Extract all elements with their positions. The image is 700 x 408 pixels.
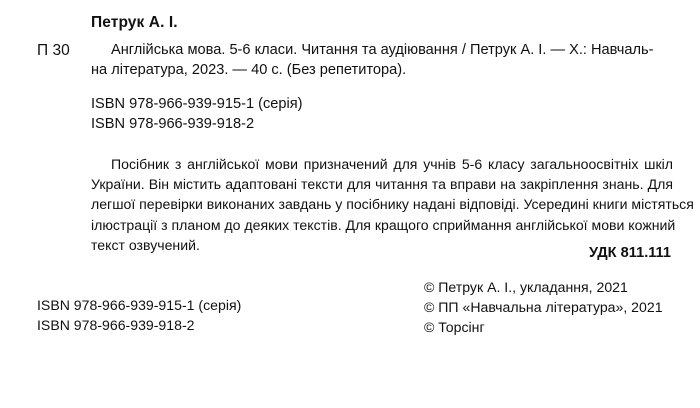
abstract-paragraph (91, 154, 694, 255)
copyright-line: © Торсінг (424, 319, 485, 335)
abstract-line: ілюстрації з планом до деяких текстів. Для кращого сприймання англійської мови кожний (91, 216, 676, 233)
bibliographic-record (91, 40, 671, 80)
isbn-line: ISBN 978-966-939-918-2 (91, 116, 255, 132)
isbn-series-line: ISBN 978-966-939-915-1 (серія) (37, 297, 242, 313)
udk-code: УДК 811.111 (588, 245, 671, 261)
isbn-series-line: ISBN 978-966-939-915-1 (серія) (91, 96, 303, 112)
copyright-line: © Петрук А. І., укладання, 2021 (424, 279, 628, 295)
author-name: Петрук А. І. (91, 14, 178, 31)
copyright-line: © ПП «Навчальна література», 2021 (424, 299, 663, 315)
bibliographic-line: на література, 2023. — 40 с. (Без репетитора). (91, 62, 407, 78)
copyright-block (424, 277, 663, 337)
isbn-block-top (91, 94, 303, 134)
abstract-line: текст озвучений. (91, 236, 200, 253)
abstract-line: Посібник з англійської мови призначений для учнів 5-6 класу загальноосвітніх шкіл (111, 156, 673, 172)
bibliographic-line: Англійська мова. 5-6 класи. Читання та аудіювання / Петрук А. І. — Х.: Навчаль- (111, 42, 654, 58)
isbn-block-bottom (37, 295, 241, 335)
isbn-line: ISBN 978-966-939-918-2 (37, 317, 195, 333)
abstract-line: легшої перевірки виконаних завдань у посібнику надані відповіді. Усередині книги містяться (91, 196, 694, 213)
abstract-line: України. Він містить адаптовані тексти для читання та вправи на закріплення знань. Для (91, 176, 673, 193)
classification-code: П 30 (37, 42, 70, 59)
